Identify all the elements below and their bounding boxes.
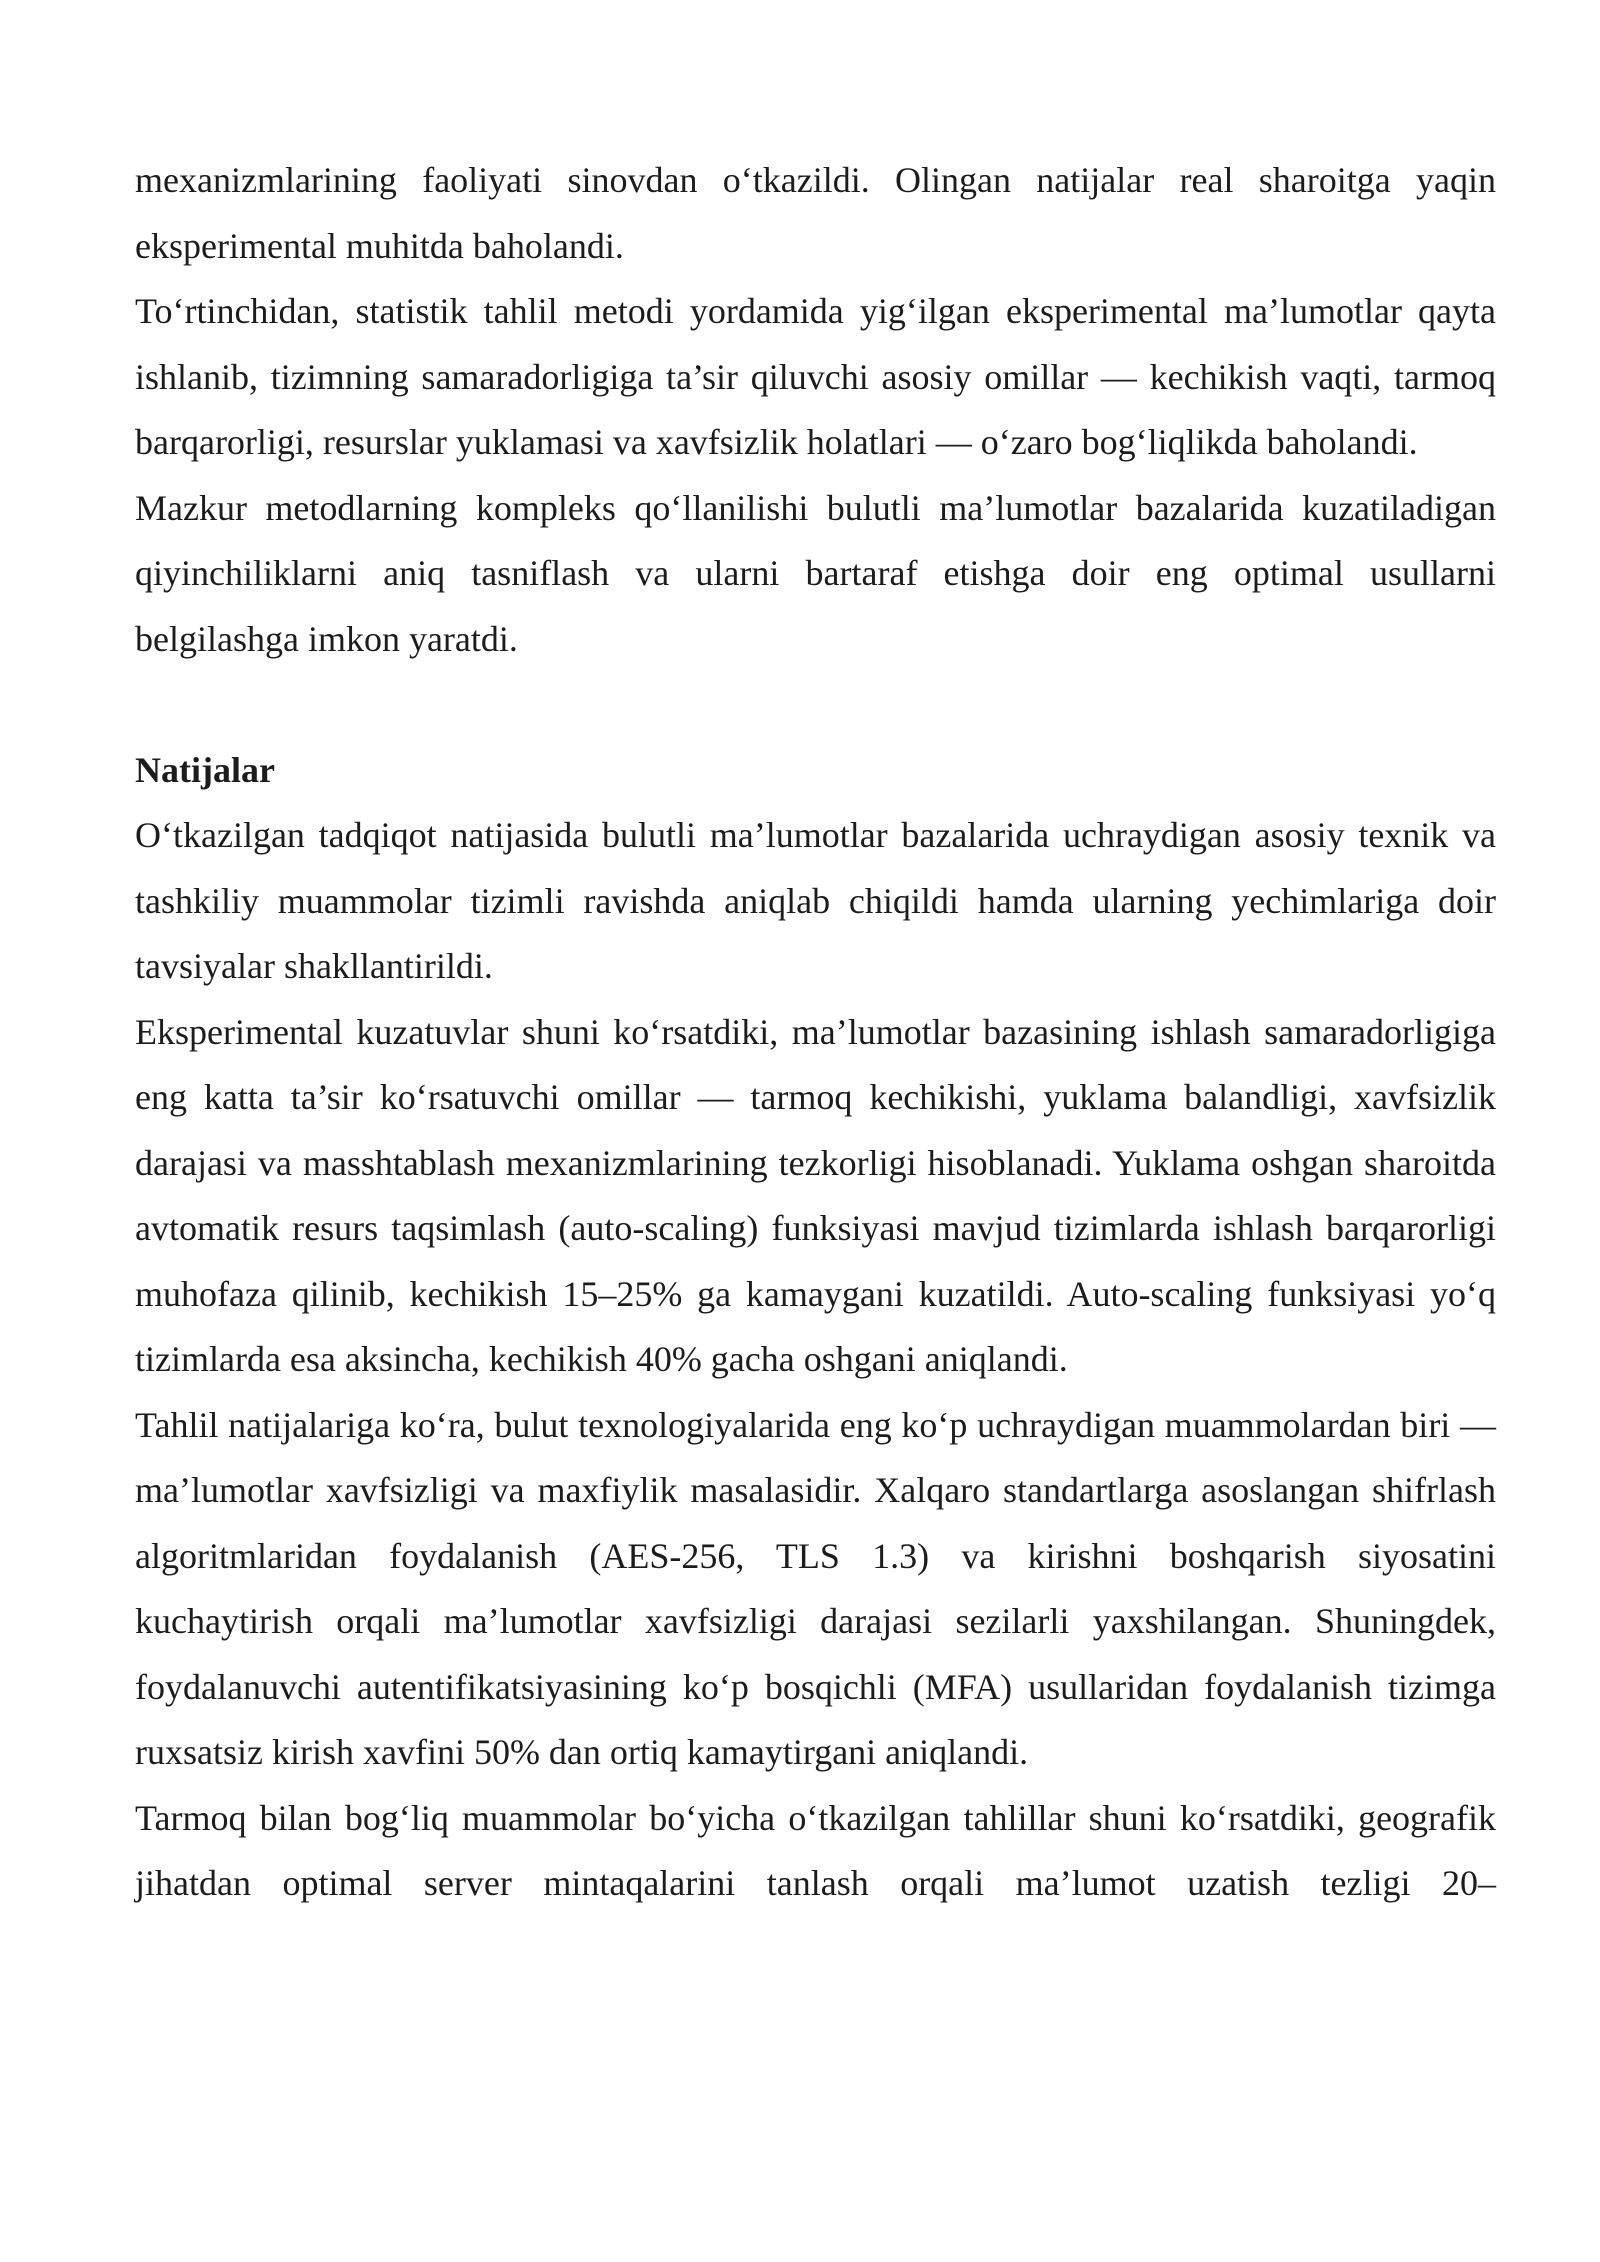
- section-spacer: [135, 672, 1496, 738]
- section-heading: Natijalar: [135, 749, 275, 790]
- paragraph-experimental-observations: Eksperimental kuzatuvlar shuni ko‘rsatdiki, ma’lumotlar bazasining ishlash samaradorligiga eng katta ta’sir ko‘rsatuvchi omillar — tarmoq kechikishi, yuklama balandligi, xavfsizlik darajasi va masshtablash mexanizmlarining tezkorligi hisoblanadi. Yuklama oshgan sharoitda avtomatik resurs taqsimlash (auto-scaling) funksiyasi mavjud tizimlarda ishlash barqarorligi muhofaza qilinib, kechikish 15–25% ga kamaygani kuzatildi. Auto-scaling funksiyasi yo‘q tizimlarda esa aksincha, kechikish 40% gacha oshgani aniqlandi.: [135, 1011, 1496, 1379]
- paragraph-methods-continuation: mexanizmlarining faoliyati sinovdan o‘tkazildi. Olingan natijalar real sharoitga yaqin eksperimental muhitda baholandi.: [135, 160, 1496, 266]
- paragraph-network-analysis: Tarmoq bilan bog‘liq muammolar bo‘yicha o‘tkazilgan tahlillar shuni ko‘rsatdiki, geografik jihatdan optimal server mintaqalarini tanlash orqali ma’lumot uzatish tezligi 20–: [135, 1797, 1496, 1903]
- paragraph-security-analysis: Tahlil natijalariga ko‘ra, bulut texnologiyalarida eng ko‘p uchraydigan muammolardan biri — ma’lumotlar xavfsizligi va maxfiylik masalasidir. Xalqaro standartlarga asoslangan shifrlash algoritmlaridan foydalanish (AES-256, TLS 1.3) va kirishni boshqarish siyosatini kuchaytirish orqali ma’lumotlar xavfsizligi darajasi sezilarli yaxshilangan. Shuningdek, foydalanuvchi autentifikatsiyasining ko‘p bosqichli (MFA) usullaridan foydalanish tizimga ruxsatsiz kirish xavfini 50% dan ortiq kamaytirgani aniqlandi.: [135, 1404, 1496, 1772]
- paragraph-methods-summary: Mazkur metodlarning kompleks qo‘llanilishi bulutli ma’lumotlar bazalarida kuzatiladigan qiyinchiliklarni aniq tasniflash va ularni bartaraf etishga doir eng optimal usullarni belgilashga imkon yaratdi.: [135, 487, 1496, 659]
- document-page: [135, 148, 1496, 1917]
- paragraph-statistical-analysis: To‘rtinchidan, statistik tahlil metodi yordamida yig‘ilgan eksperimental ma’lumotlar qayta ishlanib, tizimning samaradorligiga ta’sir qiluvchi asosiy omillar — kechikish vaqti, tarmoq barqarorligi, resurslar yuklamasi va xavfsizlik holatlari — o‘zaro bog‘liqlikda baholandi.: [135, 291, 1496, 462]
- paragraph-results-intro: O‘tkazilgan tadqiqot natijasida bulutli ma’lumotlar bazalarida uchraydigan asosiy texnik va tashkiliy muammolar tizimli ravishda aniqlab chiqildi hamda ularning yechimlariga doir tavsiyalar shakllantirildi.: [135, 815, 1496, 986]
